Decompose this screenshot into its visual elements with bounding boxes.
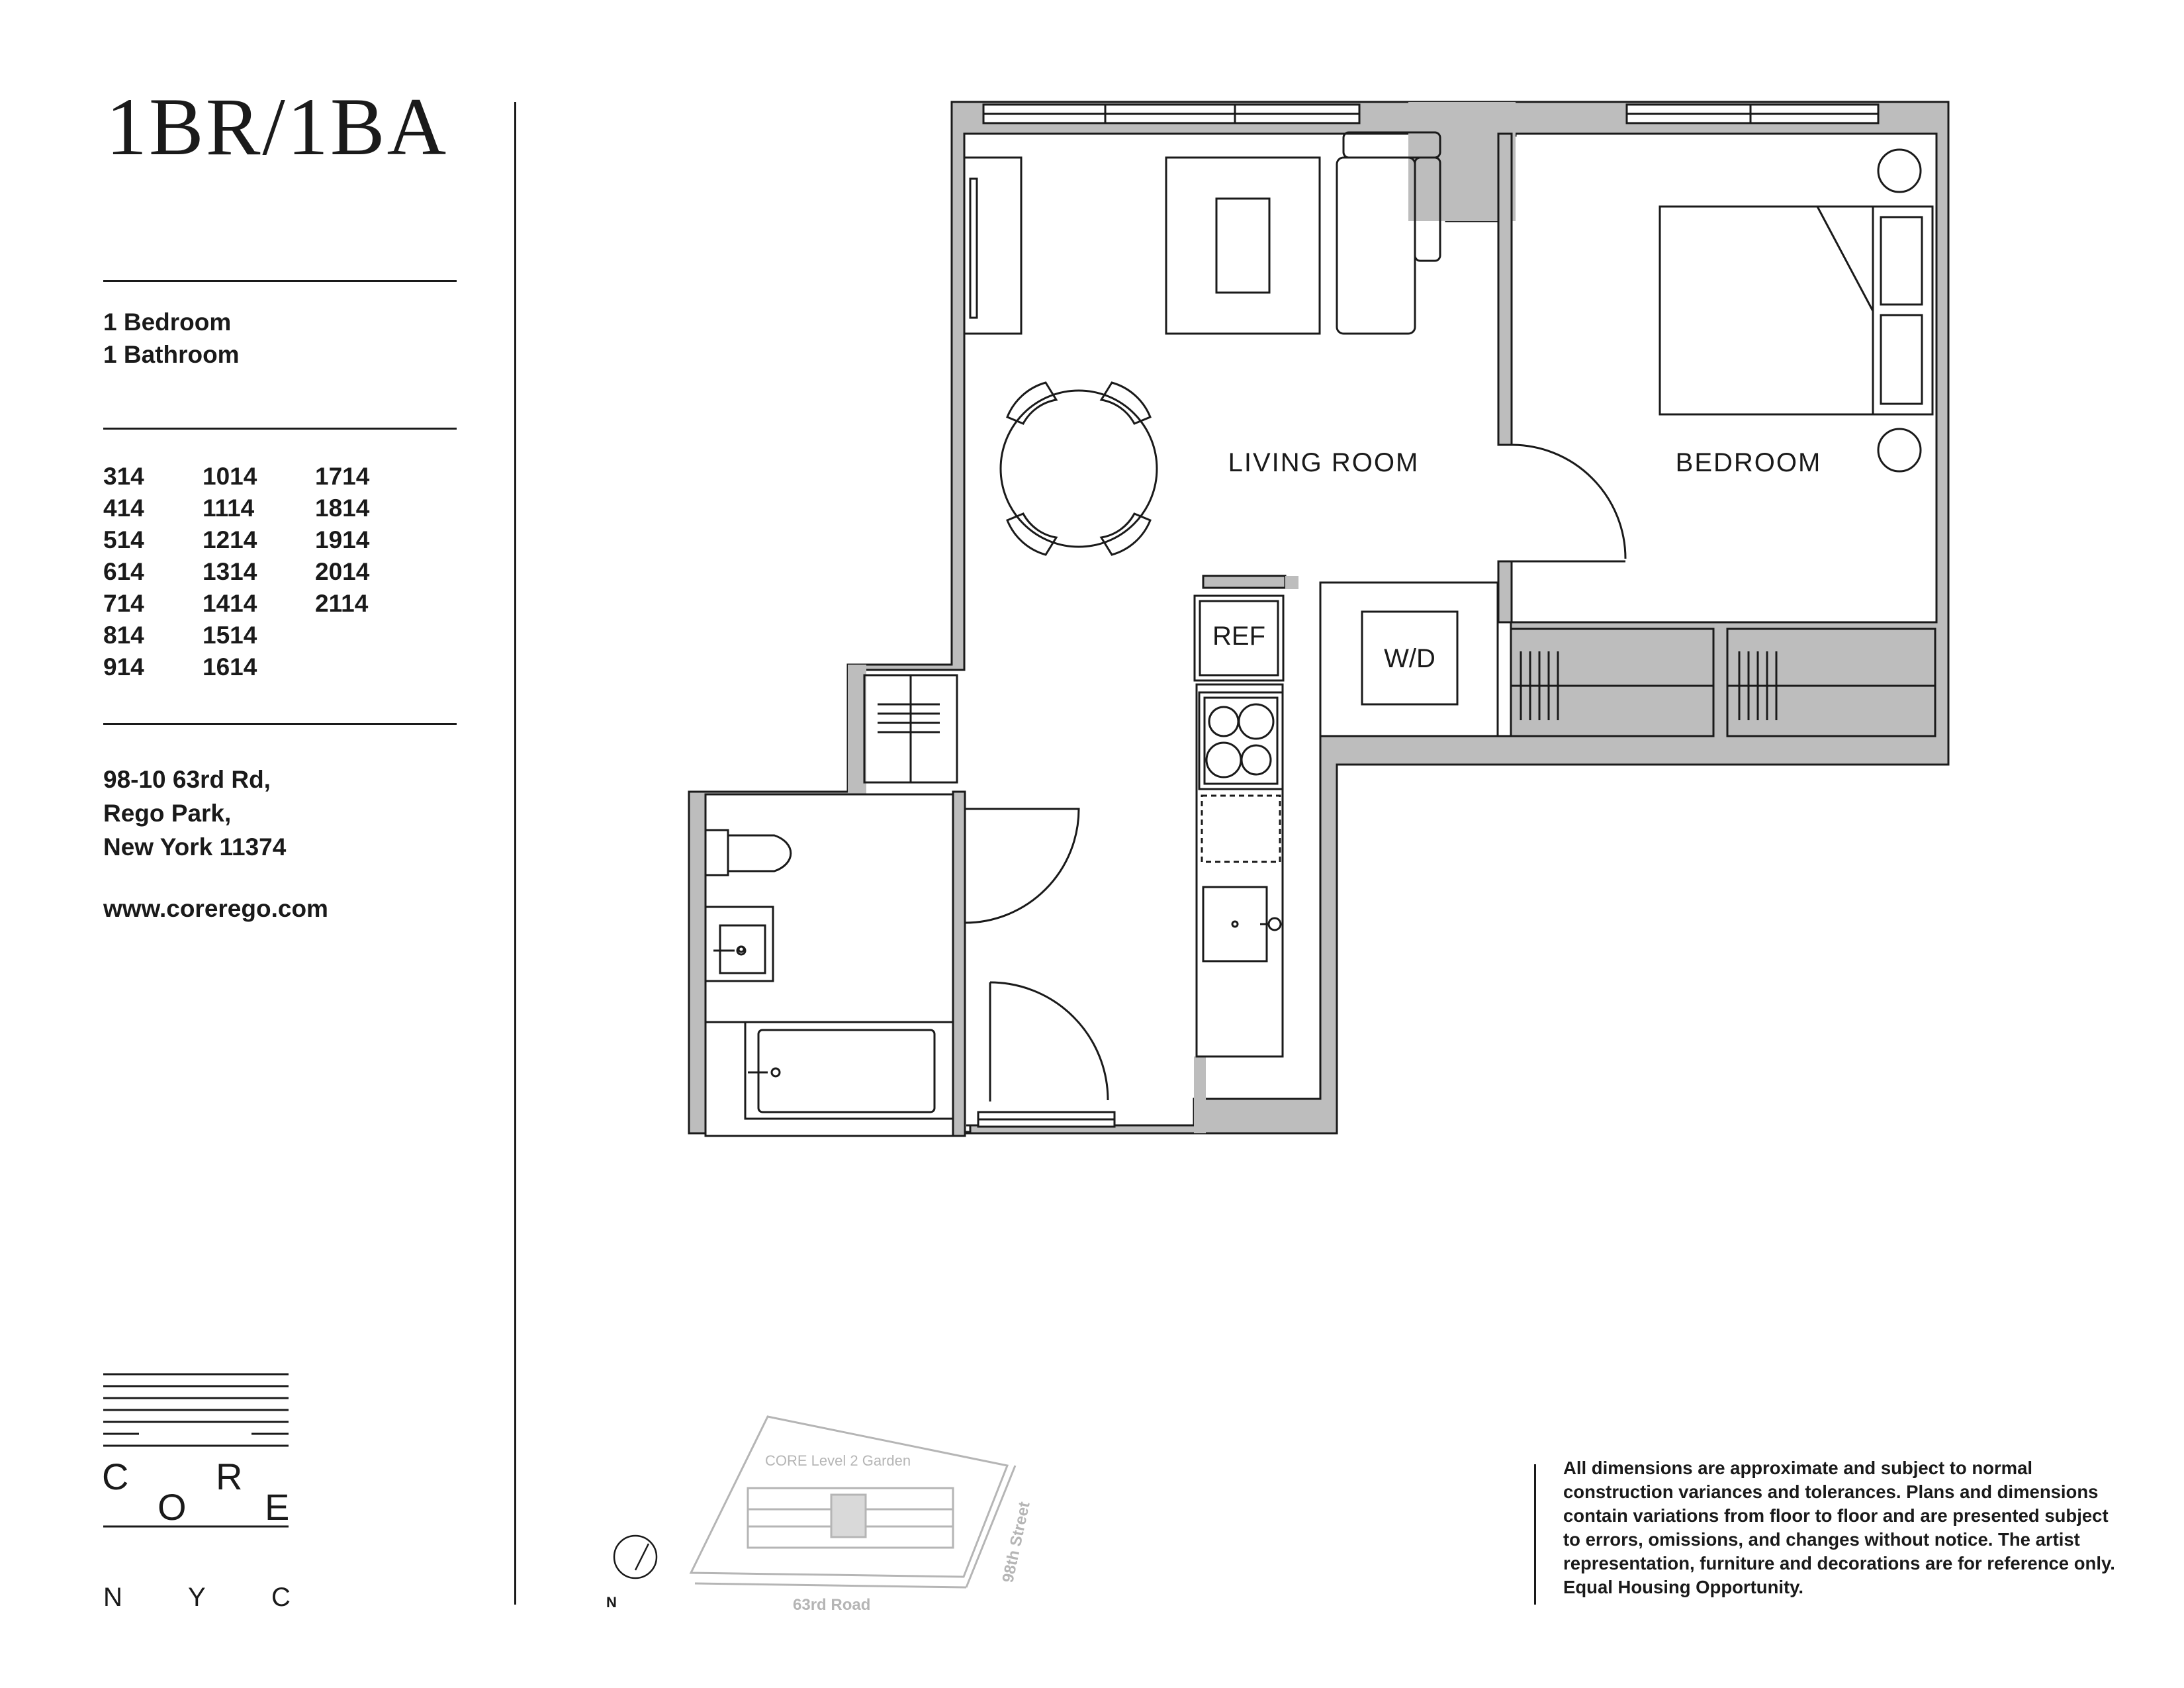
unit-number: 714 xyxy=(103,590,144,617)
core-nyc-logo xyxy=(99,1370,298,1609)
compass-icon xyxy=(614,1536,657,1578)
unit-number: 314 xyxy=(103,463,144,490)
partition-wall xyxy=(953,792,965,1136)
logo-letter: R xyxy=(216,1456,243,1497)
unit-number: 1514 xyxy=(203,622,257,649)
unit-number: 1914 xyxy=(315,526,370,553)
unit-number: 814 xyxy=(103,622,144,649)
partition-wall xyxy=(1498,561,1512,622)
address-line: New York 11374 xyxy=(103,833,287,861)
unit-number: 2114 xyxy=(315,590,369,617)
bedroom-count: 1 Bedroom xyxy=(103,308,232,336)
unit-number: 914 xyxy=(103,653,144,680)
partition-wall xyxy=(1203,576,1285,588)
room-label-bedroom: BEDROOM xyxy=(1675,448,1822,477)
website-link[interactable]: www.corerego.com xyxy=(103,895,328,922)
unit-number: 1214 xyxy=(203,526,257,553)
room-label-ref: REF xyxy=(1212,622,1265,651)
disclaimer-text: All dimensions are approximate and subject to normal construction variances and tolerances. Plans and dimensions contain variations from floor to floor and are presented subject to errors, omissions, and changes without notice. The artist representation, furniture and decorations are for reference only. Equal Housing Opportunity. xyxy=(1563,1458,2115,1597)
address-line: Rego Park, xyxy=(103,800,232,827)
partition-wall xyxy=(1498,134,1512,445)
logo-letter: N xyxy=(103,1583,122,1609)
unit-number: 1714 xyxy=(315,463,370,490)
logo-letter: C xyxy=(271,1583,291,1609)
unit-number: 614 xyxy=(103,558,144,585)
unit-number: 414 xyxy=(103,494,144,522)
page-title: 1BR/1BA xyxy=(106,81,449,172)
compass-label: N xyxy=(606,1594,617,1611)
partition-wall xyxy=(1194,1056,1206,1133)
partition-wall xyxy=(1285,576,1298,589)
unit-number: 1414 xyxy=(203,590,257,617)
unit-number: 514 xyxy=(103,526,144,553)
logo-letter: C xyxy=(102,1456,129,1497)
key-plan xyxy=(596,1403,1099,1622)
keyplan-level-label: CORE Level 2 Garden xyxy=(765,1452,911,1469)
unit-number: 1614 xyxy=(203,653,257,680)
address-line: 98-10 63rd Rd, xyxy=(103,766,271,793)
room-label-living: LIVING ROOM xyxy=(1228,448,1420,477)
keyplan-street-south: 63rd Road xyxy=(793,1596,871,1614)
logo-letter: Y xyxy=(188,1583,206,1609)
unit-number: 1314 xyxy=(203,558,257,585)
logo-letter: O xyxy=(158,1486,187,1528)
unit-number: 1014 xyxy=(203,463,257,490)
bathroom-count: 1 Bathroom xyxy=(103,341,240,368)
unit-number: 1114 xyxy=(203,494,255,522)
unit-number: 2014 xyxy=(315,558,370,585)
logo-letter: E xyxy=(265,1486,290,1528)
unit-number: 1814 xyxy=(315,494,370,522)
keyplan-street-east: 98th Street xyxy=(999,1500,1034,1585)
room-label-wd: W/D xyxy=(1384,644,1435,673)
disclaimer-divider xyxy=(1534,1464,1536,1605)
